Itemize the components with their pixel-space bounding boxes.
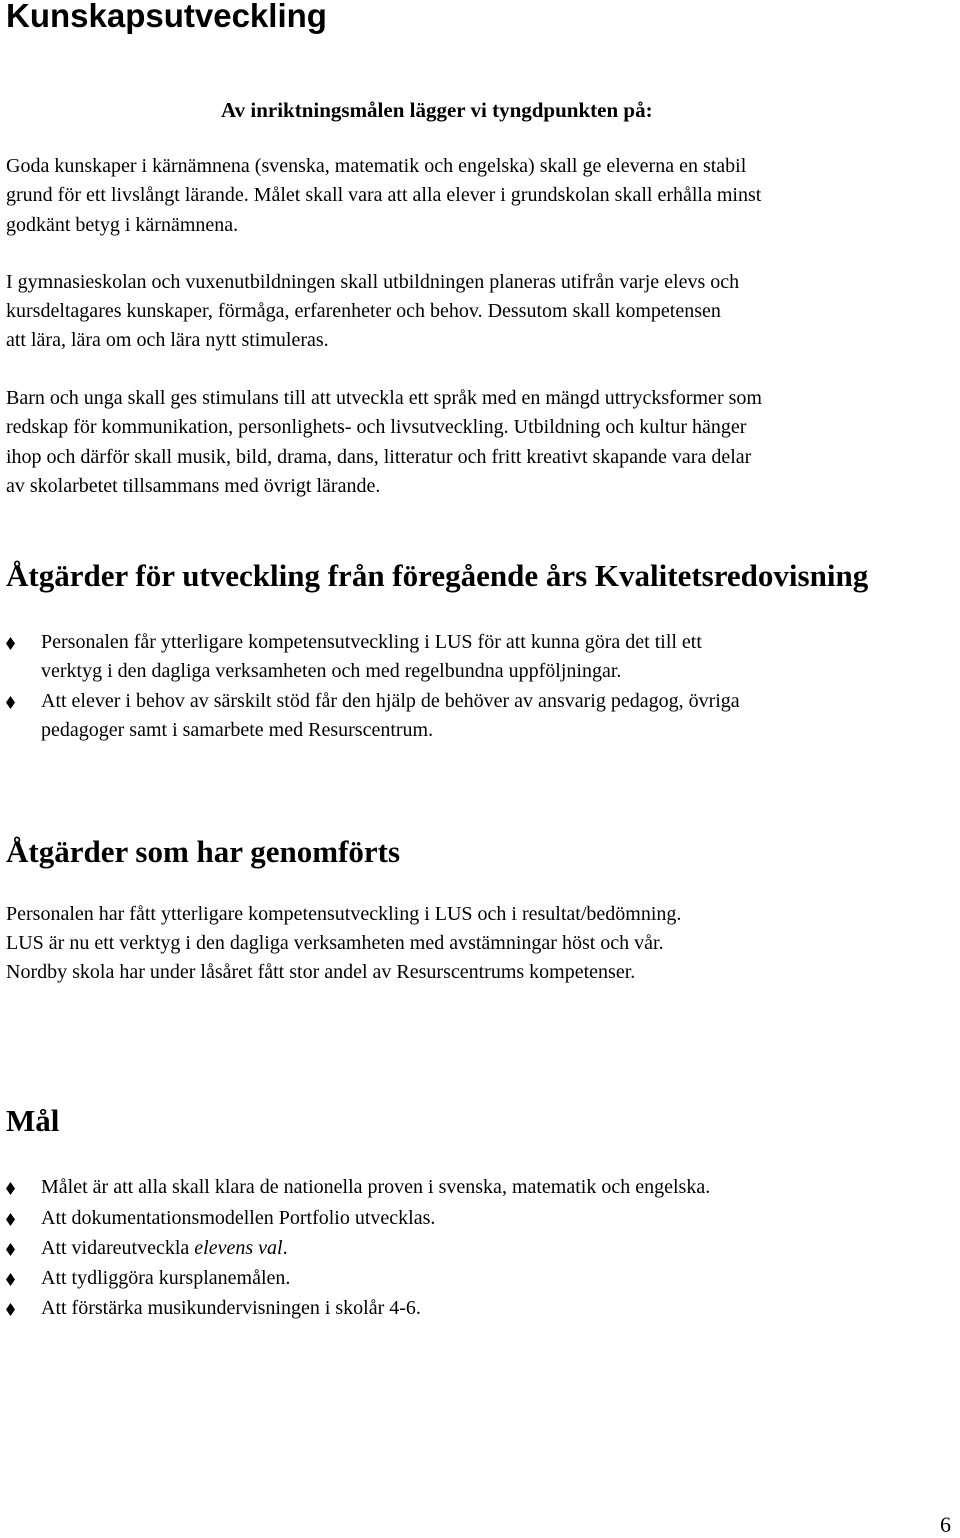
paragraph-line: Goda kunskaper i kärnämnena (svenska, matematik och engelska) skall ge eleverna en stabil [6,155,747,177]
actions-heading: Åtgärder för utveckling från föregående års Kvalitetsredovisning [6,558,869,593]
paragraph-line: grund för ett livslångt lärande. Målet skall vara att alla elever i grundskolan skall erhålla minst [6,184,762,206]
bullet-text-emphasis: elevens val [194,1237,283,1259]
paragraph-line: kursdeltagares kunskaper, förmåga, erfarenheter och behov. Dessutom skall kompetensen [6,300,721,322]
paragraph-line: ihop och därför skall musik, bild, drama, dans, litteratur och fritt kreativt skapande vara delar [6,446,752,468]
bullet-line: Att tydliggöra kursplanemålen. [41,1267,291,1289]
paragraph-line: godkänt betyg i kärnämnena. [6,214,239,236]
page-number: 6 [940,1512,951,1537]
bullet-line: pedagoger samt i samarbete med Resurscentrum. [41,719,434,741]
focus-heading: Av inriktningsmålen lägger vi tyngdpunkten på: [221,98,653,122]
diamond-bullet-icon [6,1273,15,1286]
bullet-line: Att elever i behov av särskilt stöd får den hjälp de behöver av ansvarig pedagog, övriga [41,690,740,712]
bullet-text-suffix: . [282,1237,288,1259]
paragraph-line: att lära, lära om och lära nytt stimuleras. [6,329,329,351]
bullet-line: Att dokumentationsmodellen Portfolio utvecklas. [41,1207,436,1229]
diamond-bullet-icon [6,1213,15,1226]
diamond-bullet-icon [6,1243,15,1256]
page-title: Kunskapsutveckling [6,0,327,34]
paragraph-line: Barn och unga skall ges stimulans till att utveckla ett språk med en mängd uttrycksformer som [6,387,762,409]
paragraph-line: av skolarbetet tillsammans med övrigt lärande. [6,475,381,497]
paragraph-line: Personalen har fått ytterligare kompetensutveckling i LUS och i resultat/bedömning. [6,903,682,925]
done-heading: Åtgärder som har genomförts [6,834,401,869]
bullet-line [41,1234,288,1263]
paragraph-line: Nordby skola har under låsåret fått stor andel av Resurscentrums kompetenser. [6,961,636,983]
paragraph-line: redskap för kommunikation, personlighets- och livsutveckling. Utbildning och kultur hänger [6,416,747,438]
goals-heading: Mål [6,1103,60,1138]
diamond-bullet-icon [6,1182,15,1195]
bullet-line: Att förstärka musikundervisningen i skolår 4-6. [41,1297,421,1319]
bullet-line: Personalen får ytterligare kompetensutveckling i LUS för att kunna göra det till ett [41,631,702,653]
bullet-line: verktyg i den dagliga verksamheten och med regelbundna uppföljningar. [41,660,622,682]
diamond-bullet-icon [6,637,15,650]
diamond-bullet-icon [6,1303,15,1316]
diamond-bullet-icon [6,696,15,709]
bullet-line: Målet är att alla skall klara de nationella proven i svenska, matematik och engelska. [41,1176,711,1198]
paragraph-line: LUS är nu ett verktyg i den dagliga verksamheten med avstämningar höst och vår. [6,932,664,954]
paragraph-line: I gymnasieskolan och vuxenutbildningen skall utbildningen planeras utifrån varje elevs och [6,271,740,293]
bullet-text-prefix: Att vidareutveckla [41,1237,195,1259]
